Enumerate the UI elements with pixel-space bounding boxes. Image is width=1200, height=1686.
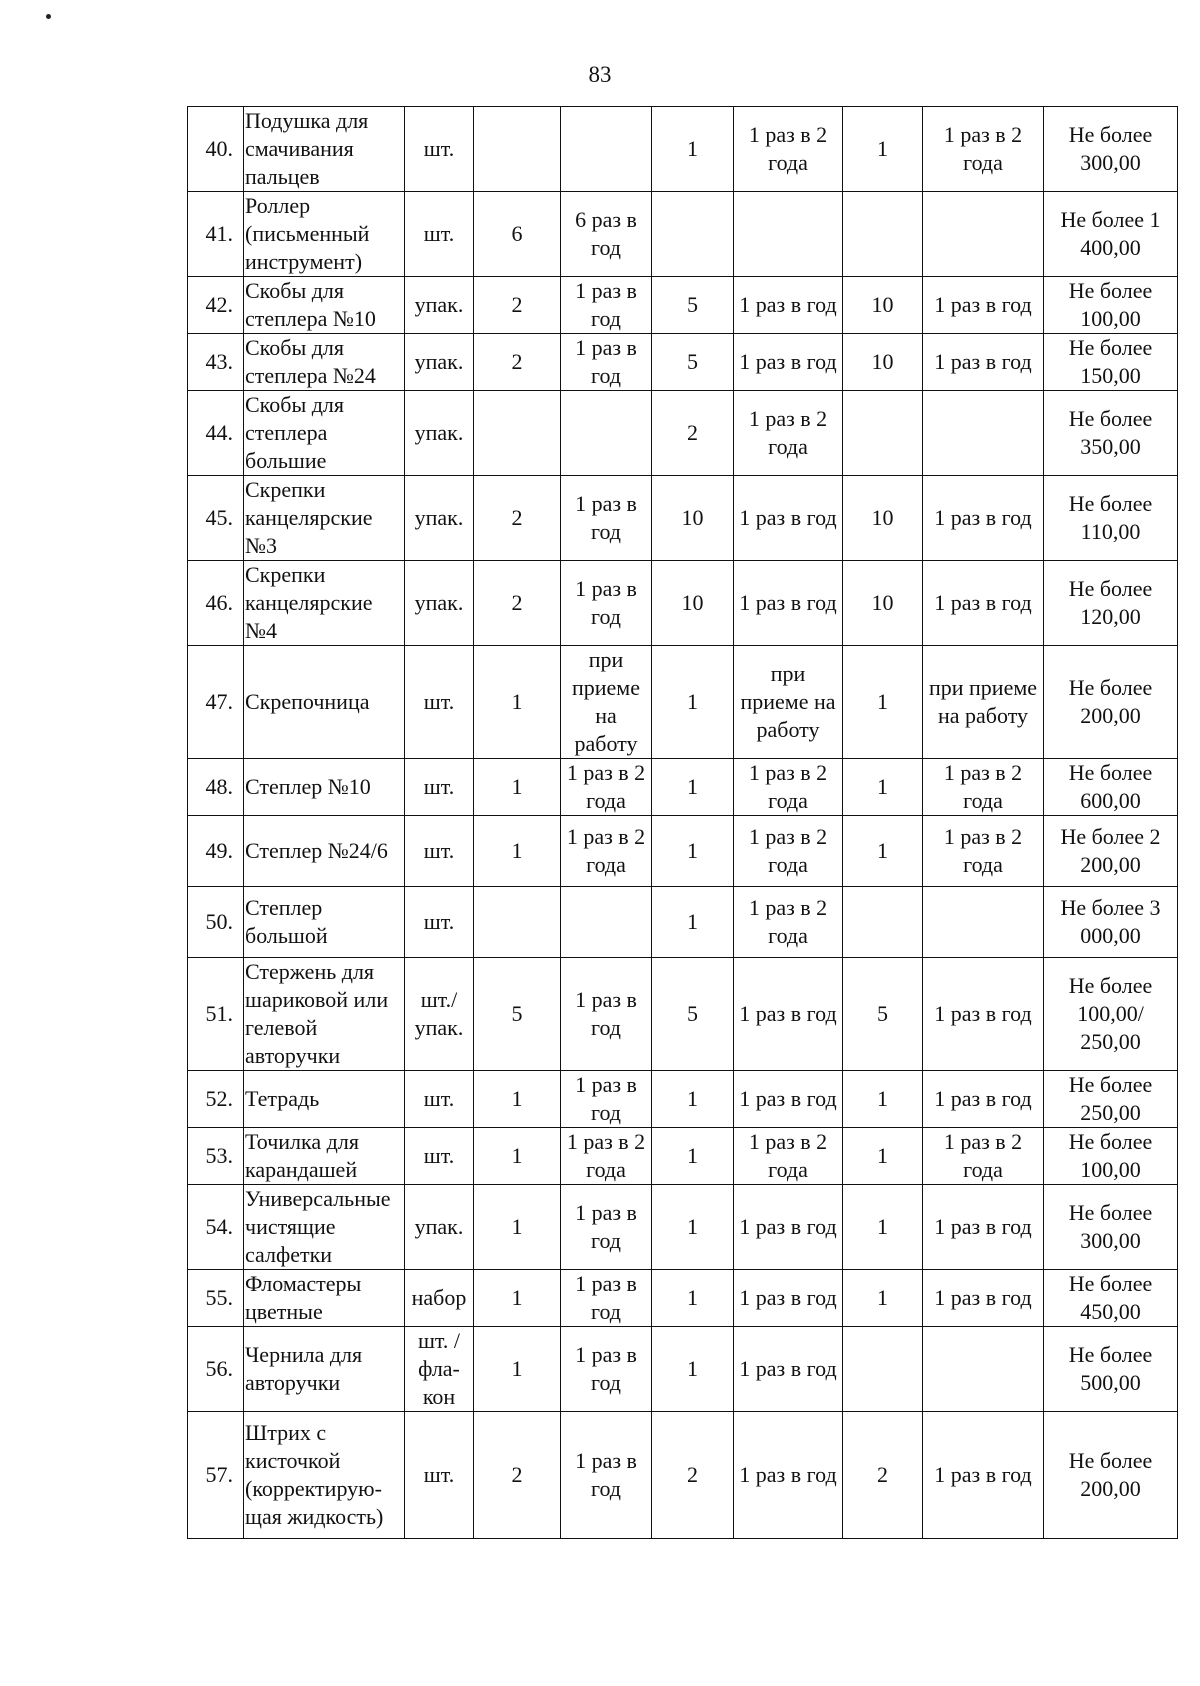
price-limit-cell: Не более 1 400,00 — [1044, 192, 1178, 277]
table-row — [188, 1412, 1178, 1539]
frequency-3-cell: 1 раз в год — [923, 277, 1044, 334]
item-name-cell: Фломастеры цветные — [244, 1270, 405, 1327]
frequency-1-cell: 1 раз в 2 года — [561, 759, 652, 816]
table-row — [188, 277, 1178, 334]
row-number-cell: 40. — [188, 107, 244, 192]
frequency-1-cell — [561, 107, 652, 192]
frequency-3-cell: 1 раз в год — [923, 958, 1044, 1071]
frequency-2-cell: 1 раз в год — [734, 334, 843, 391]
unit-cell: шт. — [405, 1071, 474, 1128]
quantity-2-cell: 1 — [652, 1270, 734, 1327]
price-limit-cell: Не более 110,00 — [1044, 476, 1178, 561]
frequency-3-cell: 1 раз в 2 года — [923, 107, 1044, 192]
quantity-3-cell: 2 — [843, 1412, 923, 1539]
item-name-cell: Скобы для степлера №24 — [244, 334, 405, 391]
quantity-2-cell: 5 — [652, 958, 734, 1071]
unit-cell: шт. — [405, 107, 474, 192]
quantity-2-cell: 10 — [652, 561, 734, 646]
unit-cell: шт. — [405, 759, 474, 816]
row-number-cell: 53. — [188, 1128, 244, 1185]
frequency-3-cell: 1 раз в год — [923, 561, 1044, 646]
row-number-cell: 45. — [188, 476, 244, 561]
row-number-cell: 41. — [188, 192, 244, 277]
quantity-3-cell: 1 — [843, 646, 923, 759]
table-row — [188, 1270, 1178, 1327]
quantity-3-cell — [843, 192, 923, 277]
row-number-cell: 44. — [188, 391, 244, 476]
quantity-2-cell: 1 — [652, 759, 734, 816]
frequency-3-cell — [923, 887, 1044, 958]
quantity-1-cell: 1 — [474, 759, 561, 816]
quantity-3-cell: 1 — [843, 816, 923, 887]
price-limit-cell: Не более 150,00 — [1044, 334, 1178, 391]
table-row — [188, 887, 1178, 958]
unit-cell: шт. — [405, 1412, 474, 1539]
price-limit-cell: Не более 600,00 — [1044, 759, 1178, 816]
price-limit-cell: Не более 500,00 — [1044, 1327, 1178, 1412]
frequency-3-cell: 1 раз в 2 года — [923, 1128, 1044, 1185]
frequency-1-cell: 1 раз в год — [561, 334, 652, 391]
frequency-2-cell: 1 раз в год — [734, 1270, 843, 1327]
row-number-cell: 56. — [188, 1327, 244, 1412]
frequency-3-cell: 1 раз в 2 года — [923, 759, 1044, 816]
frequency-2-cell: 1 раз в 2 года — [734, 391, 843, 476]
item-name-cell: Точилка для карандашей — [244, 1128, 405, 1185]
quantity-3-cell: 1 — [843, 1185, 923, 1270]
quantity-1-cell: 1 — [474, 646, 561, 759]
frequency-1-cell: 1 раз в год — [561, 958, 652, 1071]
quantity-3-cell: 10 — [843, 561, 923, 646]
quantity-2-cell — [652, 192, 734, 277]
quantity-3-cell — [843, 391, 923, 476]
price-limit-cell: Не более 200,00 — [1044, 646, 1178, 759]
unit-cell: шт. — [405, 192, 474, 277]
frequency-1-cell — [561, 391, 652, 476]
table-row — [188, 958, 1178, 1071]
price-limit-cell: Не более 120,00 — [1044, 561, 1178, 646]
price-limit-cell: Не более 450,00 — [1044, 1270, 1178, 1327]
unit-cell: упак. — [405, 1185, 474, 1270]
frequency-2-cell: 1 раз в 2 года — [734, 759, 843, 816]
frequency-2-cell: 1 раз в 2 года — [734, 107, 843, 192]
quantity-1-cell — [474, 887, 561, 958]
row-number-cell: 43. — [188, 334, 244, 391]
table-row — [188, 391, 1178, 476]
frequency-2-cell: 1 раз в 2 года — [734, 816, 843, 887]
frequency-3-cell: при приеме на работу — [923, 646, 1044, 759]
price-limit-cell: Не более 100,00 — [1044, 1128, 1178, 1185]
unit-cell: упак. — [405, 391, 474, 476]
row-number-cell: 52. — [188, 1071, 244, 1128]
quantity-2-cell: 1 — [652, 1071, 734, 1128]
quantity-2-cell: 2 — [652, 391, 734, 476]
table-row — [188, 1185, 1178, 1270]
frequency-2-cell: 1 раз в год — [734, 1071, 843, 1128]
table-row — [188, 476, 1178, 561]
row-number-cell: 51. — [188, 958, 244, 1071]
item-name-cell: Универсальные чистящие салфетки — [244, 1185, 405, 1270]
quantity-1-cell: 1 — [474, 1270, 561, 1327]
row-number-cell: 42. — [188, 277, 244, 334]
quantity-2-cell: 10 — [652, 476, 734, 561]
frequency-2-cell: 1 раз в год — [734, 277, 843, 334]
quantity-2-cell: 5 — [652, 277, 734, 334]
unit-cell: шт. — [405, 816, 474, 887]
supplies-table — [187, 106, 1178, 1539]
frequency-1-cell: 1 раз в год — [561, 1327, 652, 1412]
item-name-cell: Штрих с кисточкой (корректирую-щая жидкость) — [244, 1412, 405, 1539]
frequency-1-cell: 1 раз в 2 года — [561, 816, 652, 887]
row-number-cell: 48. — [188, 759, 244, 816]
frequency-1-cell: 1 раз в год — [561, 277, 652, 334]
item-name-cell: Роллер (письменный инструмент) — [244, 192, 405, 277]
quantity-3-cell: 10 — [843, 476, 923, 561]
quantity-1-cell: 2 — [474, 476, 561, 561]
unit-cell: набор — [405, 1270, 474, 1327]
quantity-3-cell — [843, 1327, 923, 1412]
row-number-cell: 49. — [188, 816, 244, 887]
unit-cell: упак. — [405, 561, 474, 646]
frequency-2-cell: 1 раз в год — [734, 1327, 843, 1412]
frequency-2-cell: 1 раз в год — [734, 958, 843, 1071]
quantity-3-cell: 1 — [843, 1270, 923, 1327]
frequency-3-cell: 1 раз в год — [923, 476, 1044, 561]
frequency-2-cell — [734, 192, 843, 277]
price-limit-cell: Не более 300,00 — [1044, 1185, 1178, 1270]
item-name-cell: Степлер №24/6 — [244, 816, 405, 887]
page-number: 83 — [588, 62, 612, 87]
item-name-cell: Подушка для смачивания пальцев — [244, 107, 405, 192]
item-name-cell: Скрепки канцелярские №4 — [244, 561, 405, 646]
table-row — [188, 192, 1178, 277]
quantity-1-cell: 2 — [474, 561, 561, 646]
price-limit-cell: Не более 3 000,00 — [1044, 887, 1178, 958]
row-number-cell: 54. — [188, 1185, 244, 1270]
frequency-1-cell: при приеме на работу — [561, 646, 652, 759]
price-limit-cell: Не более 2 200,00 — [1044, 816, 1178, 887]
frequency-2-cell: при приеме на работу — [734, 646, 843, 759]
unit-cell: шт. / фла-кон — [405, 1327, 474, 1412]
frequency-2-cell: 1 раз в год — [734, 476, 843, 561]
quantity-1-cell: 2 — [474, 277, 561, 334]
price-limit-cell: Не более 200,00 — [1044, 1412, 1178, 1539]
item-name-cell: Скобы для степлера большие — [244, 391, 405, 476]
frequency-3-cell — [923, 1327, 1044, 1412]
quantity-3-cell: 5 — [843, 958, 923, 1071]
quantity-1-cell — [474, 391, 561, 476]
quantity-2-cell: 1 — [652, 887, 734, 958]
quantity-3-cell: 1 — [843, 1128, 923, 1185]
frequency-1-cell: 1 раз в год — [561, 1270, 652, 1327]
quantity-1-cell — [474, 107, 561, 192]
quantity-3-cell: 1 — [843, 1071, 923, 1128]
frequency-2-cell: 1 раз в 2 года — [734, 1128, 843, 1185]
row-number-cell: 47. — [188, 646, 244, 759]
frequency-1-cell: 1 раз в год — [561, 1412, 652, 1539]
frequency-3-cell: 1 раз в год — [923, 334, 1044, 391]
table-row — [188, 646, 1178, 759]
quantity-1-cell: 2 — [474, 1412, 561, 1539]
frequency-1-cell: 1 раз в 2 года — [561, 1128, 652, 1185]
quantity-3-cell: 1 — [843, 759, 923, 816]
table-row — [188, 334, 1178, 391]
item-name-cell: Скрепочница — [244, 646, 405, 759]
unit-cell: шт./ упак. — [405, 958, 474, 1071]
frequency-1-cell: 1 раз в год — [561, 1071, 652, 1128]
row-number-cell: 50. — [188, 887, 244, 958]
item-name-cell: Тетрадь — [244, 1071, 405, 1128]
frequency-1-cell: 1 раз в год — [561, 1185, 652, 1270]
unit-cell: упак. — [405, 277, 474, 334]
frequency-2-cell: 1 раз в год — [734, 1185, 843, 1270]
unit-cell: шт. — [405, 646, 474, 759]
frequency-1-cell: 6 раз в год — [561, 192, 652, 277]
frequency-1-cell: 1 раз в год — [561, 476, 652, 561]
quantity-3-cell: 10 — [843, 334, 923, 391]
quantity-1-cell: 6 — [474, 192, 561, 277]
quantity-2-cell: 1 — [652, 1128, 734, 1185]
frequency-3-cell — [923, 391, 1044, 476]
table-row — [188, 759, 1178, 816]
table-row — [188, 107, 1178, 192]
unit-cell: упак. — [405, 476, 474, 561]
unit-cell: шт. — [405, 1128, 474, 1185]
frequency-1-cell — [561, 887, 652, 958]
frequency-2-cell: 1 раз в год — [734, 1412, 843, 1539]
quantity-1-cell: 2 — [474, 334, 561, 391]
quantity-1-cell: 5 — [474, 958, 561, 1071]
item-name-cell: Чернила для авторучки — [244, 1327, 405, 1412]
item-name-cell: Скобы для степлера №10 — [244, 277, 405, 334]
row-number-cell: 55. — [188, 1270, 244, 1327]
price-limit-cell: Не более 100,00 — [1044, 277, 1178, 334]
unit-cell: шт. — [405, 887, 474, 958]
price-limit-cell: Не более 350,00 — [1044, 391, 1178, 476]
table-row — [188, 1071, 1178, 1128]
table-row — [188, 1327, 1178, 1412]
item-name-cell: Степлер большой — [244, 887, 405, 958]
quantity-2-cell: 1 — [652, 646, 734, 759]
quantity-2-cell: 1 — [652, 1327, 734, 1412]
price-limit-cell: Не более 300,00 — [1044, 107, 1178, 192]
quantity-3-cell: 1 — [843, 107, 923, 192]
item-name-cell: Скрепки канцелярские №3 — [244, 476, 405, 561]
table-body — [188, 107, 1178, 1539]
quantity-1-cell: 1 — [474, 1185, 561, 1270]
row-number-cell: 46. — [188, 561, 244, 646]
unit-cell: упак. — [405, 334, 474, 391]
quantity-2-cell: 2 — [652, 1412, 734, 1539]
quantity-3-cell — [843, 887, 923, 958]
quantity-2-cell: 1 — [652, 107, 734, 192]
item-name-cell: Стержень для шариковой или гелевой авторучки — [244, 958, 405, 1071]
item-name-cell: Степлер №10 — [244, 759, 405, 816]
frequency-1-cell: 1 раз в год — [561, 561, 652, 646]
frequency-2-cell: 1 раз в 2 года — [734, 887, 843, 958]
table-row — [188, 561, 1178, 646]
quantity-1-cell: 1 — [474, 1128, 561, 1185]
price-limit-cell: Не более 250,00 — [1044, 1071, 1178, 1128]
frequency-3-cell: 1 раз в год — [923, 1071, 1044, 1128]
frequency-3-cell: 1 раз в год — [923, 1270, 1044, 1327]
quantity-1-cell: 1 — [474, 1327, 561, 1412]
table-row — [188, 816, 1178, 887]
price-limit-cell: Не более 100,00/ 250,00 — [1044, 958, 1178, 1071]
row-number-cell: 57. — [188, 1412, 244, 1539]
frequency-3-cell: 1 раз в 2 года — [923, 816, 1044, 887]
frequency-3-cell: 1 раз в год — [923, 1412, 1044, 1539]
frequency-3-cell — [923, 192, 1044, 277]
table-row — [188, 1128, 1178, 1185]
quantity-3-cell: 10 — [843, 277, 923, 334]
quantity-2-cell: 1 — [652, 816, 734, 887]
quantity-1-cell: 1 — [474, 816, 561, 887]
quantity-1-cell: 1 — [474, 1071, 561, 1128]
scan-speck — [46, 14, 51, 19]
frequency-2-cell: 1 раз в год — [734, 561, 843, 646]
quantity-2-cell: 5 — [652, 334, 734, 391]
frequency-3-cell: 1 раз в год — [923, 1185, 1044, 1270]
quantity-2-cell: 1 — [652, 1185, 734, 1270]
